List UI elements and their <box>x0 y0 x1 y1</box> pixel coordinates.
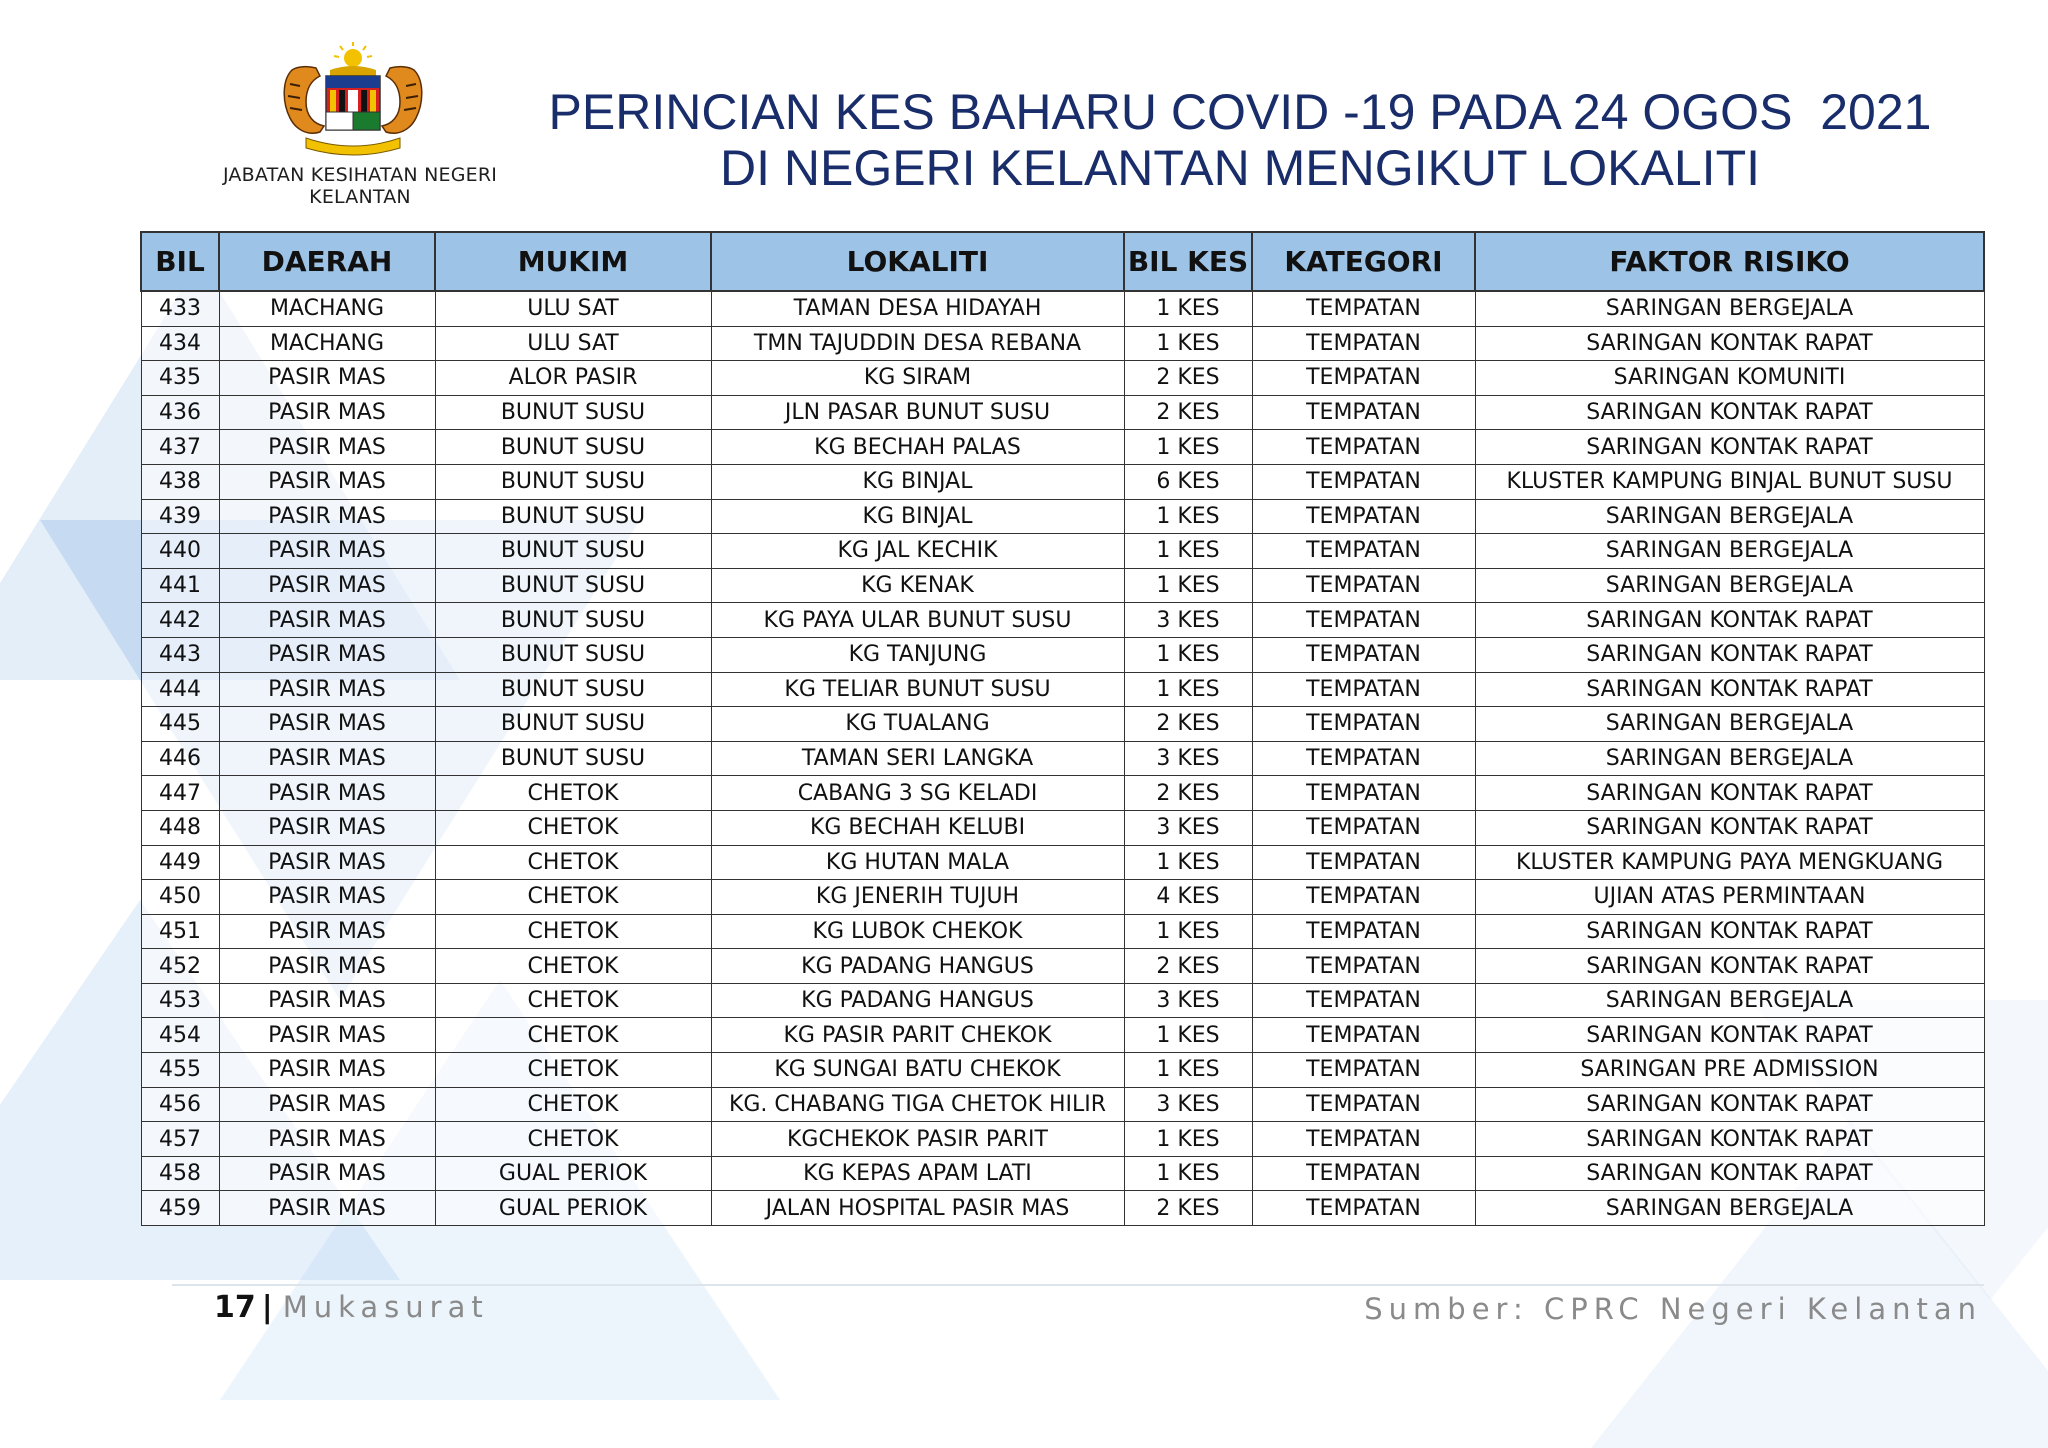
cell-faktor-risiko: SARINGAN BERGEJALA <box>1475 983 1984 1018</box>
cell-bil-kes: 2 KES <box>1124 1191 1252 1226</box>
cell-mukim: BUNUT SUSU <box>435 603 711 638</box>
cell-bil: 450 <box>141 880 219 915</box>
cell-daerah: MACHANG <box>219 326 435 361</box>
table-row <box>141 291 1984 326</box>
cell-daerah: PASIR MAS <box>219 1018 435 1053</box>
cell-mukim: CHETOK <box>435 949 711 984</box>
cell-lokaliti: TAMAN SERI LANGKA <box>711 741 1124 776</box>
cell-mukim: CHETOK <box>435 1018 711 1053</box>
cell-faktor-risiko: SARINGAN PRE ADMISSION <box>1475 1053 1984 1088</box>
cell-mukim: CHETOK <box>435 1087 711 1122</box>
cell-daerah: PASIR MAS <box>219 603 435 638</box>
cell-kategori: TEMPATAN <box>1252 326 1475 361</box>
cell-kategori: TEMPATAN <box>1252 1191 1475 1226</box>
cell-mukim: CHETOK <box>435 880 711 915</box>
title-line-1: PERINCIAN KES BAHARU COVID -19 PADA 24 OGOS 2021 <box>548 84 1932 140</box>
cell-daerah: PASIR MAS <box>219 464 435 499</box>
cell-mukim: BUNUT SUSU <box>435 707 711 742</box>
cell-bil-kes: 1 KES <box>1124 637 1252 672</box>
footer-divider <box>172 1284 1984 1286</box>
cell-kategori: TEMPATAN <box>1252 1156 1475 1191</box>
page-header <box>0 0 2048 215</box>
cell-bil-kes: 1 KES <box>1124 291 1252 326</box>
cell-bil: 444 <box>141 672 219 707</box>
page-number-value: 17 <box>214 1290 256 1325</box>
table-row <box>141 1087 1984 1122</box>
cell-lokaliti: KG SUNGAI BATU CHEKOK <box>711 1053 1124 1088</box>
cell-faktor-risiko: SARINGAN BERGEJALA <box>1475 707 1984 742</box>
cell-faktor-risiko: SARINGAN KONTAK RAPAT <box>1475 1156 1984 1191</box>
cell-lokaliti: KG PAYA ULAR BUNUT SUSU <box>711 603 1124 638</box>
cell-daerah: PASIR MAS <box>219 430 435 465</box>
table-row <box>141 326 1984 361</box>
cell-faktor-risiko: SARINGAN BERGEJALA <box>1475 1191 1984 1226</box>
cell-mukim: GUAL PERIOK <box>435 1156 711 1191</box>
table-row <box>141 672 1984 707</box>
cell-mukim: BUNUT SUSU <box>435 741 711 776</box>
cell-faktor-risiko: SARINGAN KONTAK RAPAT <box>1475 810 1984 845</box>
cell-bil: 443 <box>141 637 219 672</box>
cell-faktor-risiko: SARINGAN BERGEJALA <box>1475 568 1984 603</box>
cell-lokaliti: KG HUTAN MALA <box>711 845 1124 880</box>
cell-bil: 457 <box>141 1122 219 1157</box>
cell-bil: 451 <box>141 914 219 949</box>
cell-bil: 453 <box>141 983 219 1018</box>
table-row <box>141 430 1984 465</box>
cell-faktor-risiko: SARINGAN KONTAK RAPAT <box>1475 326 1984 361</box>
cell-lokaliti: KG KENAK <box>711 568 1124 603</box>
cell-bil: 439 <box>141 499 219 534</box>
cell-bil-kes: 2 KES <box>1124 707 1252 742</box>
cell-faktor-risiko: SARINGAN KONTAK RAPAT <box>1475 430 1984 465</box>
cell-bil-kes: 1 KES <box>1124 499 1252 534</box>
cell-bil: 435 <box>141 361 219 396</box>
table-row <box>141 741 1984 776</box>
table-row <box>141 568 1984 603</box>
cell-daerah: PASIR MAS <box>219 395 435 430</box>
cell-kategori: TEMPATAN <box>1252 464 1475 499</box>
cell-kategori: TEMPATAN <box>1252 776 1475 811</box>
cell-mukim: CHETOK <box>435 1053 711 1088</box>
cell-bil-kes: 1 KES <box>1124 1018 1252 1053</box>
cell-faktor-risiko: SARINGAN BERGEJALA <box>1475 291 1984 326</box>
cell-bil: 442 <box>141 603 219 638</box>
cell-kategori: TEMPATAN <box>1252 672 1475 707</box>
cell-kategori: TEMPATAN <box>1252 603 1475 638</box>
cell-kategori: TEMPATAN <box>1252 1053 1475 1088</box>
cell-bil: 458 <box>141 1156 219 1191</box>
cell-lokaliti: KG PADANG HANGUS <box>711 949 1124 984</box>
cell-bil: 452 <box>141 949 219 984</box>
cell-mukim: ALOR PASIR <box>435 361 711 396</box>
cell-bil-kes: 2 KES <box>1124 776 1252 811</box>
cell-bil-kes: 3 KES <box>1124 983 1252 1018</box>
table-row <box>141 880 1984 915</box>
cell-bil-kes: 1 KES <box>1124 1122 1252 1157</box>
cell-bil: 448 <box>141 810 219 845</box>
table-row <box>141 776 1984 811</box>
cell-faktor-risiko: SARINGAN KONTAK RAPAT <box>1475 949 1984 984</box>
cell-faktor-risiko: SARINGAN KONTAK RAPAT <box>1475 776 1984 811</box>
cell-bil: 433 <box>141 291 219 326</box>
cell-daerah: PASIR MAS <box>219 776 435 811</box>
cell-kategori: TEMPATAN <box>1252 291 1475 326</box>
table-row <box>141 603 1984 638</box>
cell-bil: 445 <box>141 707 219 742</box>
cell-daerah: PASIR MAS <box>219 534 435 569</box>
cell-kategori: TEMPATAN <box>1252 741 1475 776</box>
cell-daerah: PASIR MAS <box>219 1087 435 1122</box>
cell-lokaliti: KG TUALANG <box>711 707 1124 742</box>
cell-bil-kes: 3 KES <box>1124 741 1252 776</box>
page-title <box>520 84 1960 196</box>
table-row <box>141 1053 1984 1088</box>
cell-bil-kes: 1 KES <box>1124 672 1252 707</box>
cell-daerah: PASIR MAS <box>219 361 435 396</box>
cell-bil: 438 <box>141 464 219 499</box>
cell-bil-kes: 3 KES <box>1124 810 1252 845</box>
table-row <box>141 810 1984 845</box>
cell-bil-kes: 1 KES <box>1124 568 1252 603</box>
cell-lokaliti: KG BECHAH PALAS <box>711 430 1124 465</box>
cell-kategori: TEMPATAN <box>1252 637 1475 672</box>
column-header-mukim: MUKIM <box>435 232 711 291</box>
cell-bil: 449 <box>141 845 219 880</box>
cell-lokaliti: KGCHEKOK PASIR PARIT <box>711 1122 1124 1157</box>
cell-kategori: TEMPATAN <box>1252 395 1475 430</box>
cell-lokaliti: KG BECHAH KELUBI <box>711 810 1124 845</box>
cell-mukim: CHETOK <box>435 776 711 811</box>
cell-mukim: ULU SAT <box>435 326 711 361</box>
cell-lokaliti: KG SIRAM <box>711 361 1124 396</box>
cell-lokaliti: KG BINJAL <box>711 464 1124 499</box>
cell-bil: 440 <box>141 534 219 569</box>
cell-lokaliti: KG KEPAS APAM LATI <box>711 1156 1124 1191</box>
cell-bil-kes: 1 KES <box>1124 534 1252 569</box>
cell-daerah: PASIR MAS <box>219 1122 435 1157</box>
table-row <box>141 707 1984 742</box>
table-row <box>141 464 1984 499</box>
cell-kategori: TEMPATAN <box>1252 707 1475 742</box>
cell-mukim: ULU SAT <box>435 291 711 326</box>
cell-faktor-risiko: SARINGAN KONTAK RAPAT <box>1475 1122 1984 1157</box>
cell-faktor-risiko: SARINGAN BERGEJALA <box>1475 534 1984 569</box>
cell-mukim: BUNUT SUSU <box>435 464 711 499</box>
cell-lokaliti: JALAN HOSPITAL PASIR MAS <box>711 1191 1124 1226</box>
cell-daerah: PASIR MAS <box>219 1053 435 1088</box>
table-row <box>141 499 1984 534</box>
cell-kategori: TEMPATAN <box>1252 534 1475 569</box>
cell-lokaliti: KG BINJAL <box>711 499 1124 534</box>
cell-kategori: TEMPATAN <box>1252 499 1475 534</box>
cell-daerah: MACHANG <box>219 291 435 326</box>
cell-mukim: BUNUT SUSU <box>435 672 711 707</box>
cell-faktor-risiko: SARINGAN BERGEJALA <box>1475 741 1984 776</box>
cell-lokaliti: KG PADANG HANGUS <box>711 983 1124 1018</box>
table-row <box>141 395 1984 430</box>
cell-bil: 436 <box>141 395 219 430</box>
cell-lokaliti: KG JAL KECHIK <box>711 534 1124 569</box>
cell-bil-kes: 3 KES <box>1124 603 1252 638</box>
cell-bil-kes: 4 KES <box>1124 880 1252 915</box>
cell-mukim: BUNUT SUSU <box>435 499 711 534</box>
cell-bil: 446 <box>141 741 219 776</box>
cell-mukim: CHETOK <box>435 1122 711 1157</box>
cell-lokaliti: JLN PASAR BUNUT SUSU <box>711 395 1124 430</box>
cell-daerah: PASIR MAS <box>219 707 435 742</box>
cell-bil: 441 <box>141 568 219 603</box>
cell-daerah: PASIR MAS <box>219 1156 435 1191</box>
cell-faktor-risiko: UJIAN ATAS PERMINTAAN <box>1475 880 1984 915</box>
cell-lokaliti: KG PASIR PARIT CHEKOK <box>711 1018 1124 1053</box>
cell-faktor-risiko: SARINGAN KONTAK RAPAT <box>1475 672 1984 707</box>
cell-bil: 459 <box>141 1191 219 1226</box>
cell-bil: 454 <box>141 1018 219 1053</box>
cell-faktor-risiko: SARINGAN KOMUNITI <box>1475 361 1984 396</box>
cell-daerah: PASIR MAS <box>219 637 435 672</box>
table-row <box>141 1191 1984 1226</box>
cell-kategori: TEMPATAN <box>1252 949 1475 984</box>
cell-daerah: PASIR MAS <box>219 983 435 1018</box>
table-body <box>141 291 1984 1226</box>
table-row <box>141 914 1984 949</box>
table-row <box>141 1156 1984 1191</box>
cell-bil: 455 <box>141 1053 219 1088</box>
cell-faktor-risiko: SARINGAN KONTAK RAPAT <box>1475 1087 1984 1122</box>
cell-daerah: PASIR MAS <box>219 845 435 880</box>
cell-lokaliti: KG TELIAR BUNUT SUSU <box>711 672 1124 707</box>
cell-mukim: BUNUT SUSU <box>435 395 711 430</box>
cell-lokaliti: KG TANJUNG <box>711 637 1124 672</box>
cell-kategori: TEMPATAN <box>1252 1122 1475 1157</box>
cell-kategori: TEMPATAN <box>1252 430 1475 465</box>
column-header-kategori: KATEGORI <box>1252 232 1475 291</box>
page-separator: | <box>261 1290 273 1325</box>
table-row <box>141 534 1984 569</box>
column-header-bil: BIL <box>141 232 219 291</box>
cell-daerah: PASIR MAS <box>219 1191 435 1226</box>
case-details-table <box>140 231 1985 1226</box>
cell-bil-kes: 1 KES <box>1124 1053 1252 1088</box>
cell-bil: 447 <box>141 776 219 811</box>
cell-kategori: TEMPATAN <box>1252 1018 1475 1053</box>
cell-kategori: TEMPATAN <box>1252 1087 1475 1122</box>
cell-bil-kes: 2 KES <box>1124 395 1252 430</box>
cell-faktor-risiko: SARINGAN KONTAK RAPAT <box>1475 637 1984 672</box>
cell-mukim: BUNUT SUSU <box>435 568 711 603</box>
cell-daerah: PASIR MAS <box>219 914 435 949</box>
cell-mukim: CHETOK <box>435 914 711 949</box>
cell-kategori: TEMPATAN <box>1252 845 1475 880</box>
cell-bil: 456 <box>141 1087 219 1122</box>
cell-mukim: BUNUT SUSU <box>435 637 711 672</box>
table-row <box>141 637 1984 672</box>
source-credit: Sumber: CPRC Negeri Kelantan <box>1364 1292 1982 1326</box>
cell-faktor-risiko: SARINGAN KONTAK RAPAT <box>1475 395 1984 430</box>
cell-bil: 437 <box>141 430 219 465</box>
table-row <box>141 1018 1984 1053</box>
cell-daerah: PASIR MAS <box>219 741 435 776</box>
cell-lokaliti: KG. CHABANG TIGA CHETOK HILIR <box>711 1087 1124 1122</box>
cell-faktor-risiko: SARINGAN BERGEJALA <box>1475 499 1984 534</box>
cell-mukim: CHETOK <box>435 810 711 845</box>
page-number <box>214 1290 489 1325</box>
cell-daerah: PASIR MAS <box>219 880 435 915</box>
column-header-daerah: DAERAH <box>219 232 435 291</box>
organization-name: JABATAN KESIHATAN NEGERI KELANTAN <box>222 164 498 208</box>
cell-lokaliti: TAMAN DESA HIDAYAH <box>711 291 1124 326</box>
cell-mukim: CHETOK <box>435 845 711 880</box>
page-word: Mukasurat <box>282 1290 489 1324</box>
cell-faktor-risiko: SARINGAN KONTAK RAPAT <box>1475 914 1984 949</box>
table-row <box>141 949 1984 984</box>
cell-bil-kes: 1 KES <box>1124 430 1252 465</box>
cell-daerah: PASIR MAS <box>219 810 435 845</box>
cell-faktor-risiko: SARINGAN KONTAK RAPAT <box>1475 1018 1984 1053</box>
cell-bil-kes: 6 KES <box>1124 464 1252 499</box>
cell-kategori: TEMPATAN <box>1252 568 1475 603</box>
cell-lokaliti: KG JENERIH TUJUH <box>711 880 1124 915</box>
cell-bil-kes: 1 KES <box>1124 326 1252 361</box>
table-row <box>141 361 1984 396</box>
cell-lokaliti: KG LUBOK CHEKOK <box>711 914 1124 949</box>
cell-faktor-risiko: KLUSTER KAMPUNG BINJAL BUNUT SUSU <box>1475 464 1984 499</box>
cell-mukim: BUNUT SUSU <box>435 430 711 465</box>
table-row <box>141 845 1984 880</box>
cell-bil-kes: 2 KES <box>1124 361 1252 396</box>
title-line-2: DI NEGERI KELANTAN MENGIKUT LOKALITI <box>719 140 1761 196</box>
cell-daerah: PASIR MAS <box>219 949 435 984</box>
malaysia-coat-of-arms-icon <box>268 40 438 165</box>
table-row <box>141 1122 1984 1157</box>
column-header-faktor-risiko: FAKTOR RISIKO <box>1475 232 1984 291</box>
cell-mukim: GUAL PERIOK <box>435 1191 711 1226</box>
cell-daerah: PASIR MAS <box>219 499 435 534</box>
cell-daerah: PASIR MAS <box>219 568 435 603</box>
cell-faktor-risiko: SARINGAN KONTAK RAPAT <box>1475 603 1984 638</box>
cell-bil-kes: 2 KES <box>1124 949 1252 984</box>
column-header-lokaliti: LOKALITI <box>711 232 1124 291</box>
cell-bil-kes: 3 KES <box>1124 1087 1252 1122</box>
column-header-bil-kes: BIL KES <box>1124 232 1252 291</box>
cell-bil-kes: 1 KES <box>1124 914 1252 949</box>
table-row <box>141 983 1984 1018</box>
cell-daerah: PASIR MAS <box>219 672 435 707</box>
cell-faktor-risiko: KLUSTER KAMPUNG PAYA MENGKUANG <box>1475 845 1984 880</box>
cell-kategori: TEMPATAN <box>1252 361 1475 396</box>
cell-mukim: BUNUT SUSU <box>435 534 711 569</box>
cell-lokaliti: CABANG 3 SG KELADI <box>711 776 1124 811</box>
cell-bil-kes: 1 KES <box>1124 845 1252 880</box>
cell-kategori: TEMPATAN <box>1252 810 1475 845</box>
cell-bil-kes: 1 KES <box>1124 1156 1252 1191</box>
cell-kategori: TEMPATAN <box>1252 914 1475 949</box>
cell-lokaliti: TMN TAJUDDIN DESA REBANA <box>711 326 1124 361</box>
cell-kategori: TEMPATAN <box>1252 983 1475 1018</box>
cell-bil: 434 <box>141 326 219 361</box>
table-header-row <box>141 232 1984 291</box>
cell-mukim: CHETOK <box>435 983 711 1018</box>
cell-kategori: TEMPATAN <box>1252 880 1475 915</box>
